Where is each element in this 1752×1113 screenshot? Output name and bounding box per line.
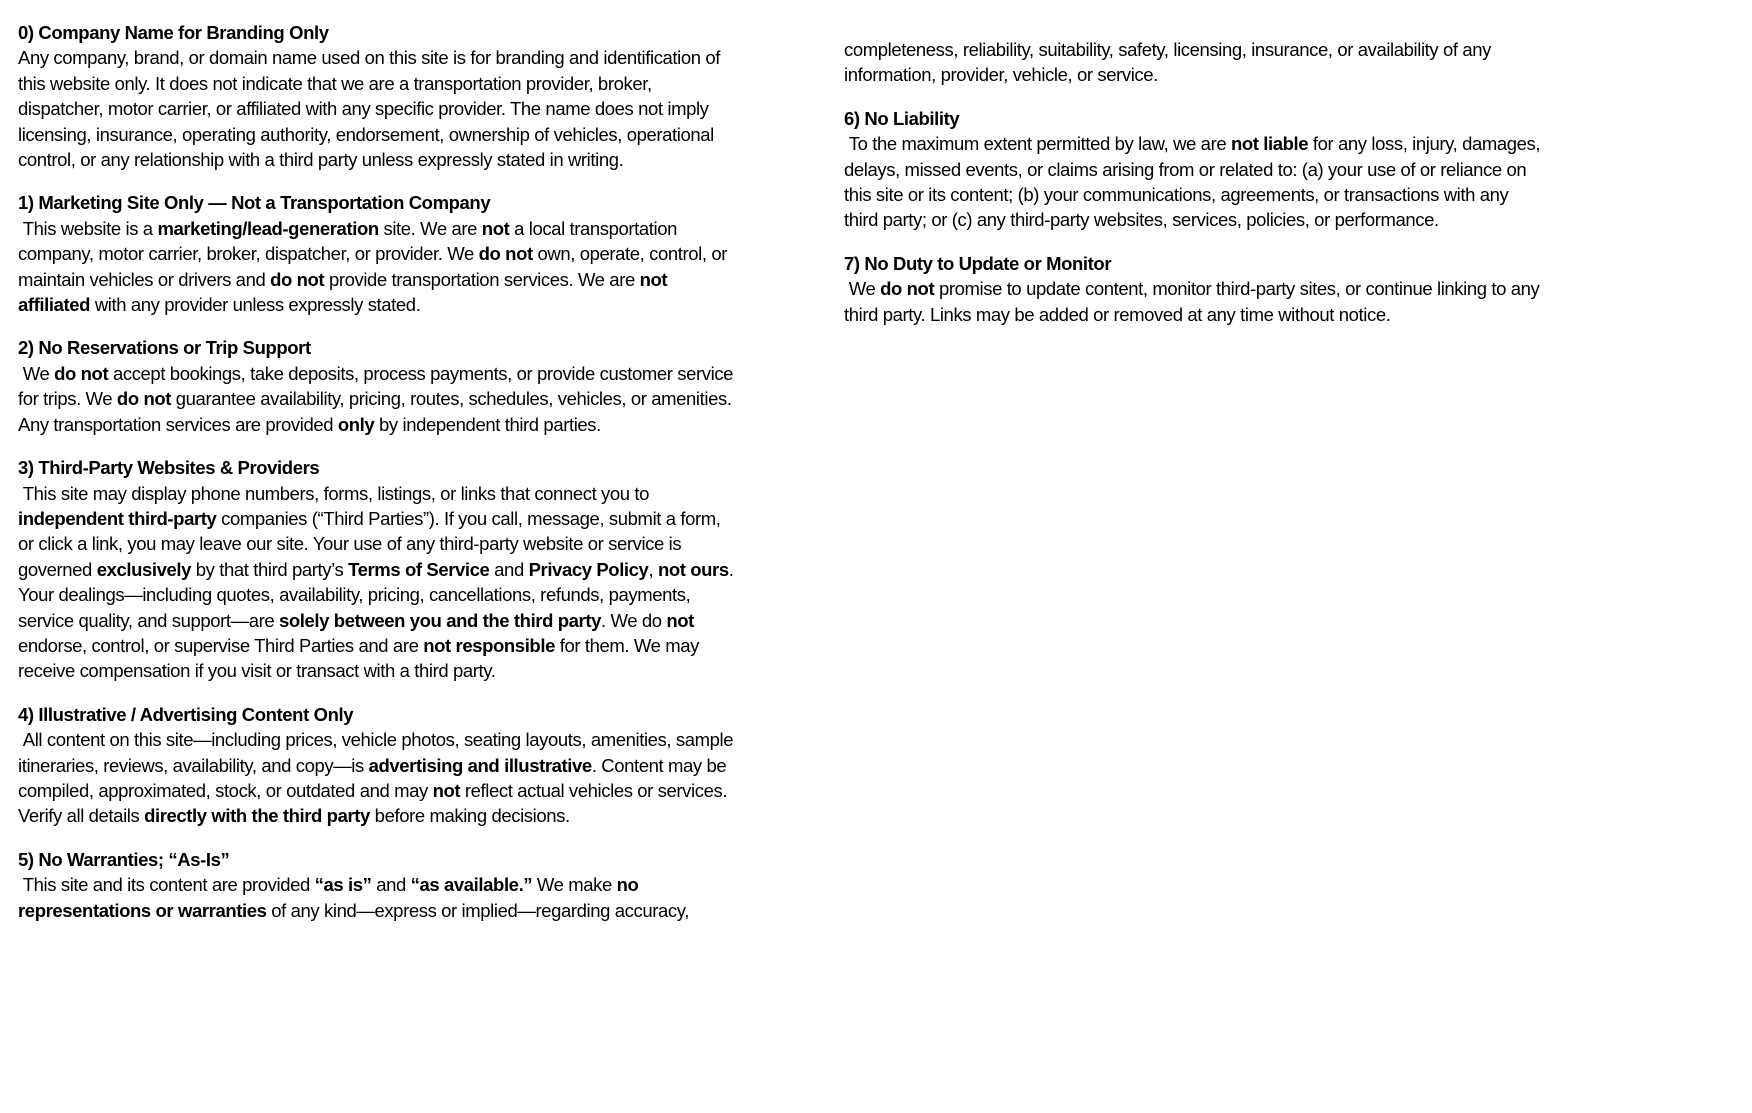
text-run: for them. We may receive compensation if you visit or transact with a third party. bbox=[18, 634, 704, 682]
bold-text-run: not affiliated bbox=[18, 268, 672, 316]
text-run: , bbox=[648, 558, 658, 580]
bold-text-run: directly with the third party bbox=[144, 805, 370, 827]
text-run: . Content may be compiled, approximated, stock, or outdated and may bbox=[18, 754, 732, 801]
text-run: and bbox=[371, 874, 411, 896]
text-run: All content on this site—including prices, vehicle photos, seating layouts, amenities, sample itineraries, reviews, availability, and copy—is bbox=[18, 729, 738, 776]
text-run: reflect actual vehicles or services. Verify all details bbox=[18, 779, 732, 827]
section-paragraph bbox=[18, 872, 734, 923]
bold-text-run: do not bbox=[880, 278, 935, 300]
section-paragraph bbox=[18, 45, 734, 172]
section-heading: 0) Company Name for Branding Only bbox=[18, 22, 329, 43]
bold-text-run: not bbox=[432, 779, 461, 801]
section-heading: 7) No Duty to Update or Monitor bbox=[844, 252, 1112, 274]
text-run: before making decisions. bbox=[369, 805, 570, 827]
section-heading: 5) No Warranties; “As-Is” bbox=[18, 848, 230, 870]
text-run: This site may display phone numbers, forms, listings, or links that connect you to bbox=[18, 482, 654, 504]
section-heading: 2) No Reservations or Trip Support bbox=[18, 337, 311, 359]
section-heading: 4) Illustrative / Advertising Content Only bbox=[18, 703, 354, 725]
text-run: a local transportation company, motor carrier, broker, dispatcher, or provider. We bbox=[18, 217, 682, 265]
bold-text-run: solely between you and the third party bbox=[279, 609, 601, 631]
text-run: by independent third parties. bbox=[374, 413, 601, 435]
document-column-left bbox=[18, 20, 738, 923]
bold-text-run: “as available.” bbox=[410, 874, 533, 896]
text-run: completeness, reliability, suitability, safety, licensing, insurance, or availability of any information, provider, vehicle, or service. bbox=[844, 39, 1496, 86]
text-run: . We do bbox=[601, 609, 667, 631]
section-heading: 1) Marketing Site Only — Not a Transportation Company bbox=[18, 192, 491, 214]
text-run: of any kind—express or implied—regarding accuracy, bbox=[266, 899, 689, 921]
text-run: We make bbox=[532, 874, 617, 896]
bold-text-run: Terms of Service bbox=[348, 558, 490, 580]
section-paragraph bbox=[18, 481, 738, 684]
bold-text-run: marketing/lead-generation bbox=[157, 217, 379, 239]
section-paragraph bbox=[844, 276, 1544, 327]
section-paragraph bbox=[844, 37, 1544, 88]
section-heading: 3) Third-Party Websites & Providers bbox=[18, 457, 320, 479]
text-run: To the maximum extent permitted by law, we are bbox=[844, 133, 1231, 155]
bold-text-run: only bbox=[337, 413, 375, 435]
text-run: provide transportation services. We are bbox=[324, 268, 640, 290]
text-run: endorse, control, or supervise Third Parties and are bbox=[18, 609, 699, 656]
bold-text-run: do not bbox=[270, 268, 325, 290]
bold-text-run: not liable bbox=[1230, 133, 1309, 155]
bold-text-run: not ours bbox=[657, 558, 729, 580]
bold-text-run: do not bbox=[478, 243, 533, 265]
text-run: accept bookings, take deposits, process payments, or provide customer service for trips. We bbox=[18, 362, 738, 410]
bold-text-run: not responsible bbox=[423, 634, 555, 656]
text-run: own, operate, control, or maintain vehicles or drivers and bbox=[18, 243, 732, 290]
bold-text-run: not bbox=[481, 217, 510, 239]
text-run: Any company, brand, or domain name used on this site is for branding and identification of this website only. It does not indicate that we are a transportation provider, broker, dispatcher, motor carrier, or affiliated with any specific provider. The name does not imply licensing, insurance, operating authority, endorsement, ownership of vehicles, operational control, or any relationship with a third party unless expressly stated in writing. bbox=[18, 47, 725, 171]
text-run: by that third party’s bbox=[191, 558, 349, 580]
text-run: and bbox=[489, 558, 529, 580]
text-run: This website is a bbox=[18, 217, 158, 239]
bold-text-run: advertising and illustrative bbox=[368, 754, 592, 776]
section-paragraph bbox=[18, 727, 738, 829]
text-run: companies (“Third Parties”). If you call, message, submit a form, or click a link, you may leave our site. Your use of any third-party website or service is governed bbox=[18, 507, 726, 580]
text-run: promise to update content, monitor third-party sites, or continue linking to any third party. Links may be added or removed at any time without notice. bbox=[844, 278, 1545, 325]
text-run: We bbox=[18, 362, 55, 384]
bold-text-run: “as is” bbox=[314, 874, 372, 896]
section-heading: 6) No Liability bbox=[844, 107, 960, 129]
bold-text-run: Privacy Policy bbox=[528, 558, 649, 580]
text-run: site. We are bbox=[378, 217, 482, 239]
text-run: We bbox=[844, 278, 881, 300]
section-paragraph bbox=[18, 361, 738, 437]
text-run: This site and its content are provided bbox=[18, 874, 315, 896]
bold-text-run: independent third-party bbox=[18, 507, 217, 529]
section-paragraph bbox=[18, 216, 734, 318]
text-run: . Your dealings—including quotes, availability, pricing, cancellations, refunds, payments, service quality, and support—are bbox=[18, 558, 738, 631]
bold-text-run: no representations or warranties bbox=[18, 874, 644, 921]
bold-text-run: do not bbox=[54, 362, 109, 384]
document-column-right bbox=[844, 20, 1544, 327]
bold-text-run: do not bbox=[116, 388, 172, 410]
bold-text-run: exclusively bbox=[96, 558, 192, 580]
text-run: guarantee availability, pricing, routes, schedules, vehicles, or amenities. Any transportation services are provided bbox=[18, 388, 736, 435]
section-paragraph bbox=[844, 131, 1544, 233]
text-run: with any provider unless expressly stated. bbox=[90, 294, 421, 316]
text-run: for any loss, injury, damages, delays, missed events, or claims arising from or related to: (a) your use of or reliance on this site or its content; (b) your communications, agreements, or transactions with any third party; or (c) any third-party websites, services, policies, or performance. bbox=[844, 133, 1545, 231]
bold-text-run: not bbox=[666, 609, 694, 631]
